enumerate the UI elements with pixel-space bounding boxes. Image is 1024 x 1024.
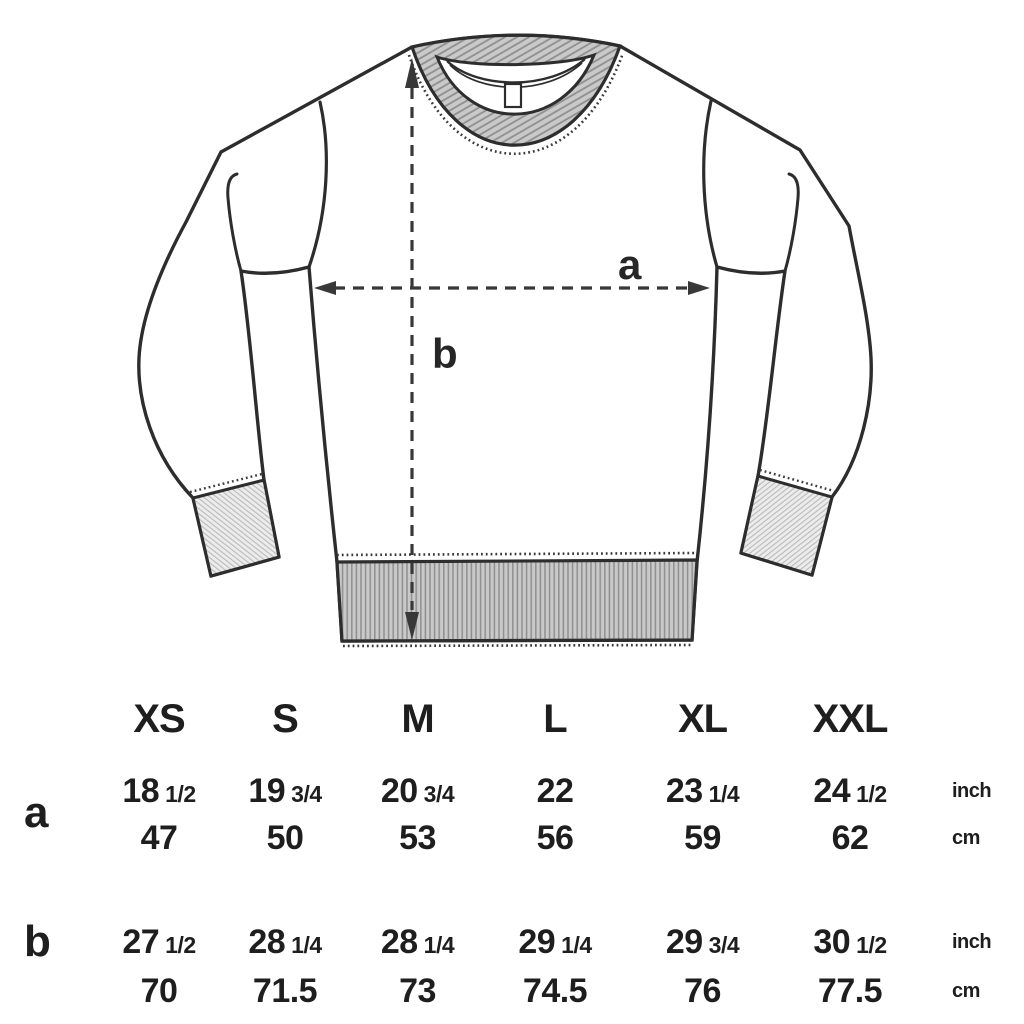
row-b-inch	[0, 919, 1024, 965]
value-b-cm-m	[350, 972, 485, 1011]
value-a-cm-l	[485, 819, 625, 858]
size-column-header-label: L	[543, 696, 567, 741]
size-column-header-label: M	[401, 696, 434, 741]
value-b-inch-xl	[625, 923, 780, 962]
value-fraction: 1/2	[165, 931, 196, 958]
value-b-cm-l	[485, 972, 625, 1011]
value-whole: 28	[380, 922, 418, 961]
value-cm: 62	[831, 818, 869, 857]
value-whole: 24	[813, 771, 851, 810]
value-a-inch-s	[220, 772, 350, 811]
value-a-inch-m	[350, 772, 485, 811]
value-cm: 59	[684, 818, 721, 857]
value-b-inch-xs	[98, 923, 220, 962]
value-b-cm-xxl	[780, 972, 920, 1011]
value-cm: 73	[399, 971, 436, 1010]
value-whole: 29	[518, 922, 556, 961]
value-b-cm-xs	[98, 972, 220, 1011]
value-b-cm-xl	[625, 972, 780, 1011]
value-whole: 30	[813, 922, 851, 961]
value-cm: 76	[684, 971, 721, 1010]
unit-inch-b	[920, 931, 1024, 954]
value-cm: 53	[399, 818, 436, 857]
size-column-header-label: XXL	[812, 696, 888, 741]
size-column-header-label: XL	[677, 696, 728, 741]
value-whole: 18	[122, 771, 160, 810]
hem-band	[337, 560, 697, 641]
value-fraction: 3/4	[291, 780, 322, 807]
value-a-inch-xl	[625, 772, 780, 811]
value-b-cm-s	[220, 972, 350, 1011]
value-whole: 19	[248, 771, 286, 810]
size-column-header-label: S	[272, 696, 298, 741]
value-a-inch-xxl	[780, 772, 920, 811]
row-a-cm	[0, 815, 1024, 861]
value-a-cm-s	[220, 819, 350, 858]
size-column-header-xl	[625, 697, 780, 742]
value-fraction: 1/2	[165, 780, 196, 807]
value-a-inch-xs	[98, 772, 220, 811]
neck-label-tag	[505, 84, 521, 107]
unit-cm-label: cm	[952, 979, 980, 1002]
measure-b-label: b	[432, 330, 458, 377]
value-fraction: 3/4	[423, 780, 455, 807]
unit-inch-a	[920, 780, 1024, 803]
value-b-inch-l	[485, 923, 625, 962]
size-header-row	[0, 692, 1024, 746]
value-fraction: 1/2	[856, 931, 887, 958]
value-fraction: 1/2	[856, 780, 887, 807]
row-b-cm	[0, 968, 1024, 1014]
unit-cm-a	[920, 827, 1024, 850]
value-cm: 77.5	[817, 971, 883, 1010]
row-a-inch	[0, 768, 1024, 814]
value-a-cm-xxl	[780, 819, 920, 858]
value-fraction: 1/4	[561, 931, 592, 958]
size-column-header-xs	[98, 697, 220, 742]
value-cm: 71.5	[252, 971, 318, 1010]
unit-inch-label: inch	[952, 930, 992, 953]
value-a-cm-xl	[625, 819, 780, 858]
value-b-inch-xxl	[780, 923, 920, 962]
unit-cm-b	[920, 980, 1024, 1003]
value-whole: 27	[122, 922, 160, 961]
size-column-header-s	[220, 697, 350, 742]
value-fraction: 1/4	[291, 931, 322, 958]
size-column-header-m	[350, 697, 485, 742]
row-label-b: b	[24, 917, 51, 966]
value-b-inch-s	[220, 923, 350, 962]
left-cuff	[193, 480, 279, 576]
value-whole: 29	[665, 922, 703, 961]
value-whole: 28	[248, 922, 286, 961]
value-cm: 50	[266, 818, 304, 857]
unit-cm-label: cm	[952, 826, 980, 849]
value-a-cm-xs	[98, 819, 220, 858]
unit-inch-label: inch	[952, 779, 992, 802]
hem-bottom-stitching	[343, 645, 691, 646]
value-a-cm-m	[350, 819, 485, 858]
value-cm: 56	[536, 818, 574, 857]
row-label-a: a	[24, 788, 49, 837]
value-fraction: 3/4	[708, 931, 740, 958]
value-whole: 22	[536, 771, 574, 810]
size-column-header-l	[485, 697, 625, 742]
value-cm: 47	[140, 818, 178, 857]
value-fraction: 1/4	[423, 931, 455, 958]
value-cm: 74.5	[522, 971, 588, 1010]
size-table	[0, 690, 1024, 1024]
value-b-inch-m	[350, 923, 485, 962]
size-column-header-label: XS	[133, 696, 185, 741]
value-fraction: 1/4	[708, 780, 740, 807]
value-a-inch-l	[485, 772, 625, 811]
value-whole: 20	[380, 771, 418, 810]
value-whole: 23	[665, 771, 703, 810]
size-column-header-xxl	[780, 697, 920, 742]
value-cm: 70	[140, 971, 178, 1010]
measure-a-label: a	[618, 241, 642, 288]
